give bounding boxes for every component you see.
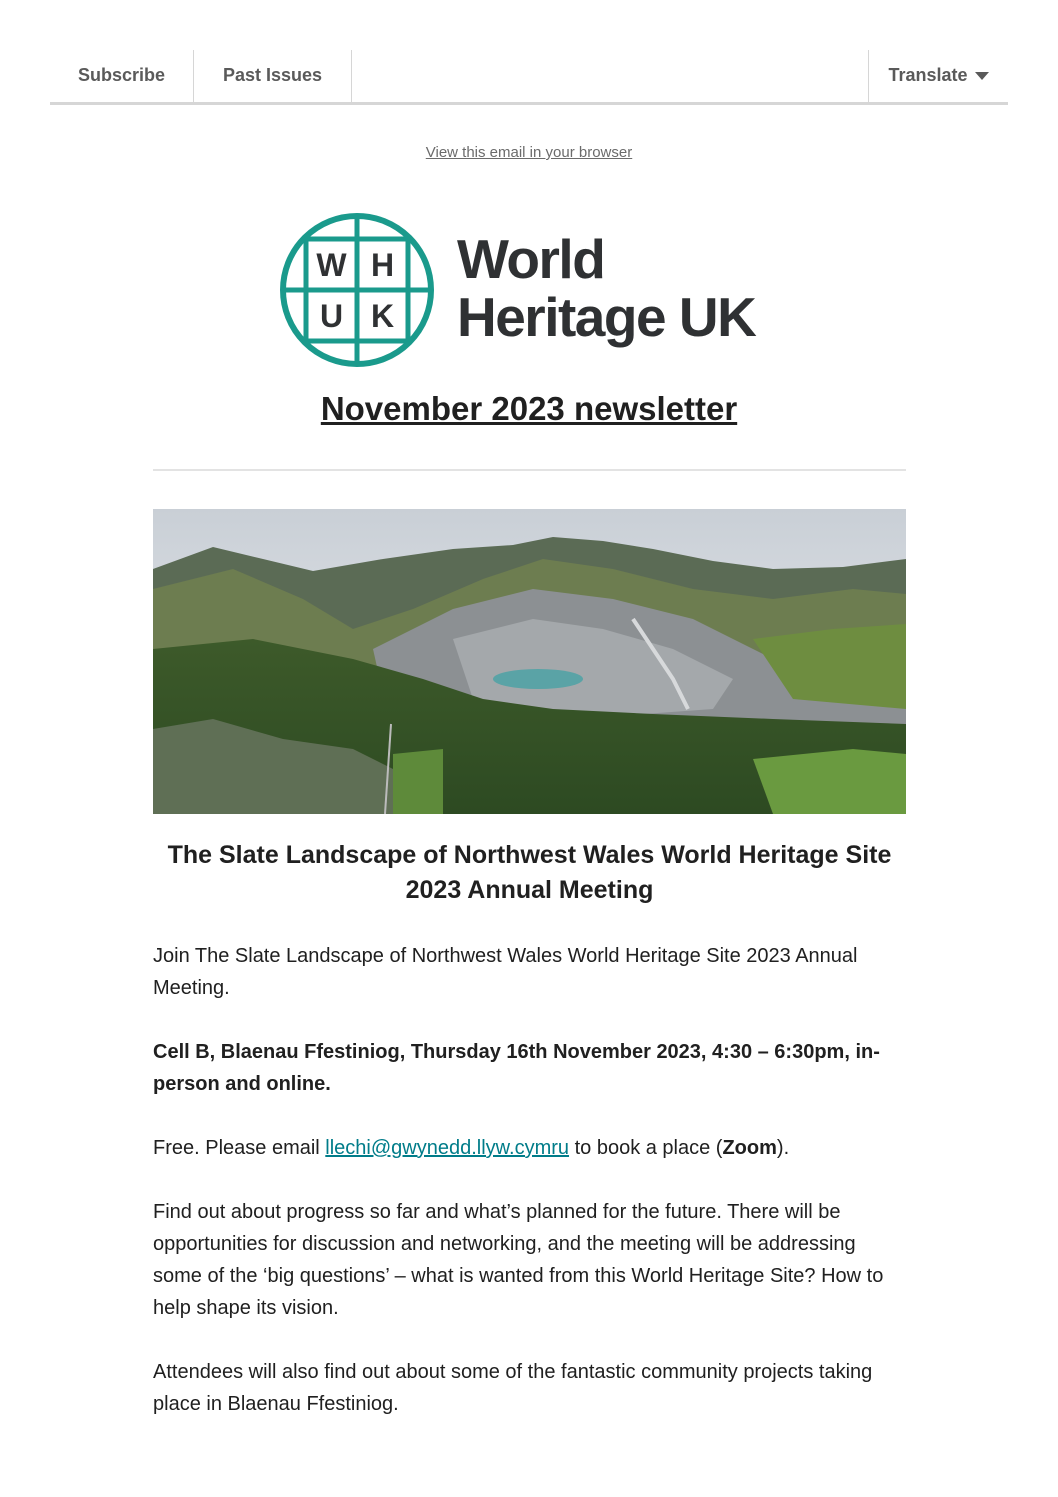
caret-down-icon (975, 72, 989, 80)
past-issues-link[interactable]: Past Issues (194, 50, 352, 102)
article-heading: The Slate Landscape of Northwest Wales World Heritage Site 2023 Annual Meeting (167, 841, 892, 904)
top-nav-bar (50, 50, 1008, 105)
community-paragraph: Attendees will also find out about some of the fantastic community projects taking place in Blaenau Ffestiniog. (153, 1361, 873, 1415)
booking-middle: to book a place ( (569, 1137, 723, 1159)
event-details: Cell B, Blaenau Ffestiniog, Thursday 16th November 2023, 4:30 – 6:30pm, in-person and online. (153, 1041, 880, 1095)
logo-line-2: Heritage UK (457, 286, 756, 348)
logo-letter-h: H (370, 247, 395, 283)
logo-letter-u: U (319, 298, 344, 334)
translate-label: Translate (888, 64, 968, 85)
logo-line-1: World (457, 228, 605, 290)
booking-email-link[interactable]: llechi@gwynedd.llyw.cymru (325, 1137, 570, 1159)
subscribe-link[interactable]: Subscribe (50, 50, 194, 102)
booking-suffix: ). (776, 1137, 790, 1159)
newsletter-title: November 2023 newsletter (320, 390, 738, 427)
event-details-paragraph (153, 1036, 906, 1100)
view-in-browser-link[interactable]: View this email in your browser (425, 144, 633, 161)
zoom-label: Zoom (722, 1137, 777, 1159)
logo-letter-k: K (370, 298, 395, 334)
translate-dropdown[interactable] (868, 50, 1008, 102)
nav-spacer (352, 50, 868, 102)
section-divider (153, 469, 906, 471)
booking-paragraph (153, 1132, 906, 1164)
landscape-image (153, 509, 906, 814)
whuk-emblem-icon (279, 212, 435, 368)
logo-wordmark (457, 230, 755, 346)
world-heritage-uk-logo (279, 210, 779, 368)
logo-letter-w: W (316, 247, 347, 283)
intro-paragraph: Join The Slate Landscape of Northwest Wales World Heritage Site 2023 Annual Meeting. (153, 945, 858, 999)
progress-paragraph: Find out about progress so far and what’s planned for the future. There will be opportunities for discussion and networking, and the meeting will be addressing some of the ‘big questions’ – what is wanted from this World Heritage Site? How to help shape its vision. (153, 1201, 884, 1319)
booking-prefix: Free. Please email (153, 1137, 326, 1159)
slate-landscape-photo (153, 509, 906, 814)
article-body (153, 940, 906, 1452)
